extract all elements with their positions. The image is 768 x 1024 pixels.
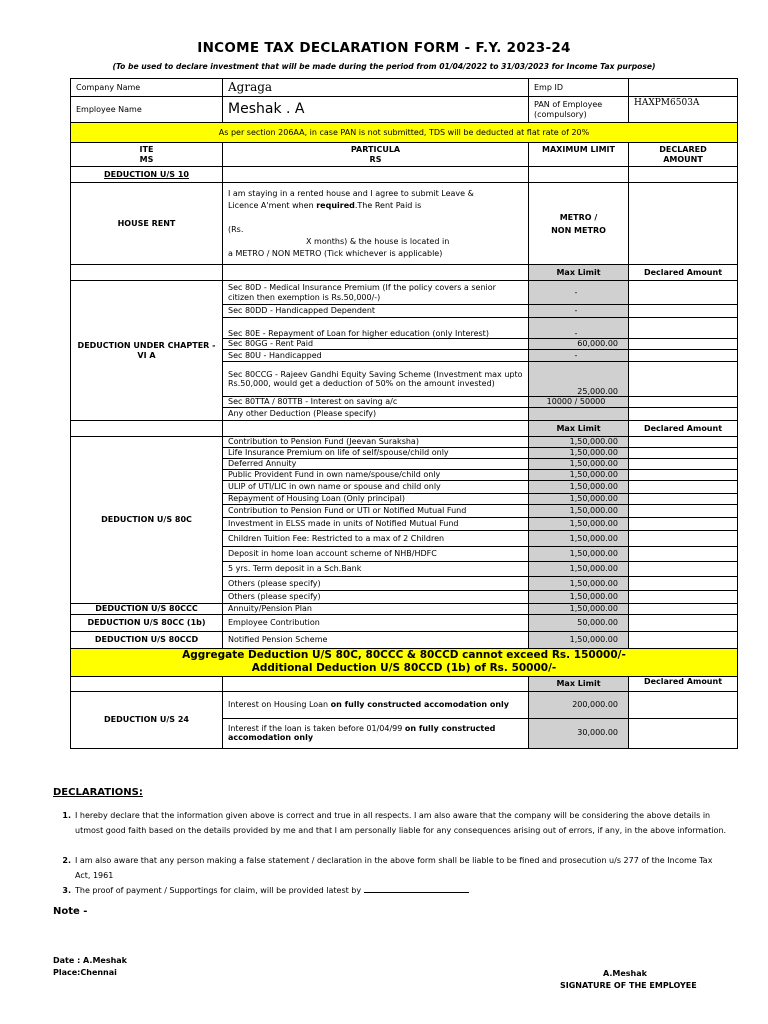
sec80ccd-label: DEDUCTION U/S 80CCD xyxy=(71,631,223,648)
sec80c-particular: Public Provident Fund in own name/spouse/child only xyxy=(223,470,529,481)
place-line: Place:Chennai xyxy=(53,968,117,977)
sec80c-max: 1,50,000.00 xyxy=(529,577,629,591)
declared-amount-subheader: Declared Amount xyxy=(629,265,738,281)
sec80ccd-max: 1,50,000.00 xyxy=(529,631,629,648)
chapter6-particular: Sec 80TTA / 80TTB - Interest on saving a/c xyxy=(223,397,529,408)
chapter6-declared[interactable] xyxy=(629,397,738,408)
sec80c-particular: 5 yrs. Term deposit in a Sch.Bank xyxy=(223,562,529,577)
chapter6-max xyxy=(529,408,629,421)
sec80c-max: 1,50,000.00 xyxy=(529,470,629,481)
max-limit-subheader: Max Limit xyxy=(529,676,629,691)
pan-label: PAN of Employee (compulsory) xyxy=(529,97,629,123)
chapter6-max: - xyxy=(529,281,629,305)
declarations-heading: DECLARATIONS: xyxy=(53,787,143,798)
sec80c-particular: Investment in ELSS made in units of Notified Mutual Fund xyxy=(223,518,529,531)
chapter6-declared[interactable] xyxy=(629,362,738,397)
empid-label: Emp ID xyxy=(529,79,629,97)
sec24-particular: Interest on Housing Loan on fully constructed accomodation only xyxy=(223,691,529,718)
house-rent-declared[interactable] xyxy=(629,183,738,265)
sec80c-declared[interactable] xyxy=(629,494,738,505)
sec24-declared[interactable] xyxy=(629,691,738,718)
chapter-6a-label: DEDUCTION UNDER CHAPTER - VI A xyxy=(71,281,223,421)
house-rent-limit: METRO / NON METRO xyxy=(529,183,629,265)
sec80ccc-max: 1,50,000.00 xyxy=(529,604,629,615)
company-value[interactable]: Agraga xyxy=(223,79,529,97)
sec80c-max: 1,50,000.00 xyxy=(529,437,629,448)
chapter6-particular: Sec 80E - Repayment of Loan for higher education (only Interest) xyxy=(223,318,529,339)
sec80c-max: 1,50,000.00 xyxy=(529,494,629,505)
sec80c-max: 1,50,000.00 xyxy=(529,531,629,547)
sec80c-declared[interactable] xyxy=(629,437,738,448)
pan-notice: As per section 206AA, in case PAN is not submitted, TDS will be deducted at flat rate of 20% xyxy=(71,123,738,143)
chapter6-max: 25,000.00 xyxy=(529,362,629,397)
sec24-label: DEDUCTION U/S 24 xyxy=(71,691,223,748)
sec80c-declared[interactable] xyxy=(629,562,738,577)
sec80ccc-declared[interactable] xyxy=(629,604,738,615)
employee-label: Employee Name xyxy=(71,97,223,123)
empid-value[interactable] xyxy=(629,79,738,97)
company-label: Company Name xyxy=(71,79,223,97)
chapter6-max: - xyxy=(529,318,629,339)
sec80c-declared[interactable] xyxy=(629,547,738,562)
sec80c-declared[interactable] xyxy=(629,531,738,547)
date-line: Date : A.Meshak xyxy=(53,956,127,965)
sec80c-max: 1,50,000.00 xyxy=(529,547,629,562)
chapter6-max: 10000 / 50000 xyxy=(529,397,629,408)
house-rent-text: I am staying in a rented house and I agree to submit Leave & Licence A'ment when required.The Rent Paid is (Rs. X months) & the house is located in a METRO / NON METRO (Tick whichever is applicable) xyxy=(223,183,529,265)
sec80c-particular: ULIP of UTI/LIC in own name or spouse and child only xyxy=(223,481,529,494)
chapter6-particular: Sec 80U - Handicapped xyxy=(223,350,529,362)
sec80c-particular: Deposit in home loan account scheme of NHB/HDFC xyxy=(223,547,529,562)
signature-label: SIGNATURE OF THE EMPLOYEE xyxy=(560,981,697,990)
sec80ccd-declared[interactable] xyxy=(629,631,738,648)
proof-date-blank[interactable] xyxy=(364,884,469,893)
sec80c-particular: Others (please specify) xyxy=(223,577,529,591)
pan-value[interactable]: HAXPM6503A xyxy=(629,97,738,123)
sec80c-declared[interactable] xyxy=(629,459,738,470)
declared-amount-subheader: Declared Amount xyxy=(629,421,738,437)
chapter6-declared[interactable] xyxy=(629,305,738,318)
sec80cc1b-declared[interactable] xyxy=(629,614,738,631)
sec80c-particular: Contribution to Pension Fund (Jeevan Suraksha) xyxy=(223,437,529,448)
sec80c-declared[interactable] xyxy=(629,448,738,459)
chapter6-declared[interactable] xyxy=(629,408,738,421)
sec24-declared[interactable] xyxy=(629,718,738,748)
sec80ccc-label: DEDUCTION U/S 80CCC xyxy=(71,604,223,615)
sec80c-max: 1,50,000.00 xyxy=(529,481,629,494)
sec80c-max: 1,50,000.00 xyxy=(529,505,629,518)
sec80c-declared[interactable] xyxy=(629,481,738,494)
chapter6-declared[interactable] xyxy=(629,350,738,362)
chapter6-max: - xyxy=(529,350,629,362)
col-max-limit-header: MAXIMUM LIMIT xyxy=(529,143,629,167)
sec80c-declared[interactable] xyxy=(629,577,738,591)
declaration-table xyxy=(70,78,738,749)
sec80ccd-particular: Notified Pension Scheme xyxy=(223,631,529,648)
chapter6-particular: Sec 80CCG - Rajeev Gandhi Equity Saving Scheme (Investment max upto Rs.50,000, would get a deduction of 50% on the amount invested) xyxy=(223,362,529,397)
sec80c-declared[interactable] xyxy=(629,518,738,531)
sec80c-label: DEDUCTION U/S 80C xyxy=(71,437,223,604)
sec80cc1b-label: DEDUCTION U/S 80CC (1b) xyxy=(71,614,223,631)
declared-amount-subheader: Declared Amount xyxy=(629,676,738,691)
sec80c-particular: Deferred Annuity xyxy=(223,459,529,470)
chapter6-max: - xyxy=(529,305,629,318)
sec80c-max: 1,50,000.00 xyxy=(529,562,629,577)
sec80cc1b-max: 50,000.00 xyxy=(529,614,629,631)
declaration-item: 1. I hereby declare that the information given above is correct and true in all respects. I am also aware that the company will be considering the above details in utmost good faith based on the details provided by me and that I am personally liable for any consequences arising out of errors, if any, in the above information. xyxy=(62,811,727,835)
sec80c-declared[interactable] xyxy=(629,591,738,604)
sec80c-particular: Life Insurance Premium on life of self/spouse/child only xyxy=(223,448,529,459)
sec80c-max: 1,50,000.00 xyxy=(529,518,629,531)
form-title: INCOME TAX DECLARATION FORM - F.Y. 2023-24 xyxy=(197,40,571,56)
chapter6-particular: Sec 80DD - Handicapped Dependent xyxy=(223,305,529,318)
sec80c-particular: Others (please specify) xyxy=(223,591,529,604)
chapter6-particular: Any other Deduction (Please specify) xyxy=(223,408,529,421)
sec80c-declared[interactable] xyxy=(629,505,738,518)
max-limit-subheader: Max Limit xyxy=(529,265,629,281)
col-particulars-header: PARTICULA RS xyxy=(223,143,529,167)
sec80c-max: 1,50,000.00 xyxy=(529,459,629,470)
form-subtitle: (To be used to declare investment that will be made during the period from 01/04/2022 to 31/03/2023 for Income Tax purpose) xyxy=(112,62,656,71)
col-declared-header: DECLARED AMOUNT xyxy=(629,143,738,167)
sec80c-particular: Contribution to Pension Fund or UTI or Notified Mutual Fund xyxy=(223,505,529,518)
sec10-heading: DEDUCTION U/S 10 xyxy=(71,167,223,183)
sec24-particular: Interest if the loan is taken before 01/04/99 on fully constructed accomodation only xyxy=(223,718,529,748)
chapter6-declared[interactable] xyxy=(629,281,738,305)
aggregate-notice: Aggregate Deduction U/S 80C, 80CCC & 80CCD cannot exceed Rs. 150000/- Additional Deduction U/S 80CCD (1b) of Rs. 50000/- xyxy=(71,648,738,676)
chapter6-declared[interactable] xyxy=(629,318,738,339)
note-label: Note - xyxy=(53,906,88,917)
signature-name: A.Meshak xyxy=(603,969,647,978)
sec80ccc-particular: Annuity/Pension Plan xyxy=(223,604,529,615)
employee-value[interactable]: Meshak . A xyxy=(223,97,529,123)
col-items-header: ITE MS xyxy=(71,143,223,167)
sec80c-declared[interactable] xyxy=(629,470,738,481)
sec80cc1b-particular: Employee Contribution xyxy=(223,614,529,631)
house-rent-label: HOUSE RENT xyxy=(71,183,223,265)
max-limit-subheader: Max Limit xyxy=(529,421,629,437)
declaration-item: 3. The proof of payment / Supportings for claim, will be provided latest by xyxy=(53,883,743,898)
chapter6-max: 60,000.00 xyxy=(529,339,629,350)
declaration-item: 2. I am also aware that any person making a false statement / declaration in the above form shall be liable to be fined and prosecution u/s 277 of the Income Tax Act, 1961 xyxy=(62,856,713,880)
sec80c-max: 1,50,000.00 xyxy=(529,591,629,604)
chapter6-particular: Sec 80D - Medical Insurance Premium (If the policy covers a senior citizen then exemption is Rs.50,000/-) xyxy=(223,281,529,305)
sec24-max: 200,000.00 xyxy=(529,691,629,718)
chapter6-declared[interactable] xyxy=(629,339,738,350)
sec80c-max: 1,50,000.00 xyxy=(529,448,629,459)
sec80c-particular: Repayment of Housing Loan (Only principal) xyxy=(223,494,529,505)
sec80c-particular: Children Tuition Fee: Restricted to a max of 2 Children xyxy=(223,531,529,547)
date-place xyxy=(53,955,127,979)
sec24-max: 30,000.00 xyxy=(529,718,629,748)
chapter6-particular: Sec 80GG - Rent Paid xyxy=(223,339,529,350)
